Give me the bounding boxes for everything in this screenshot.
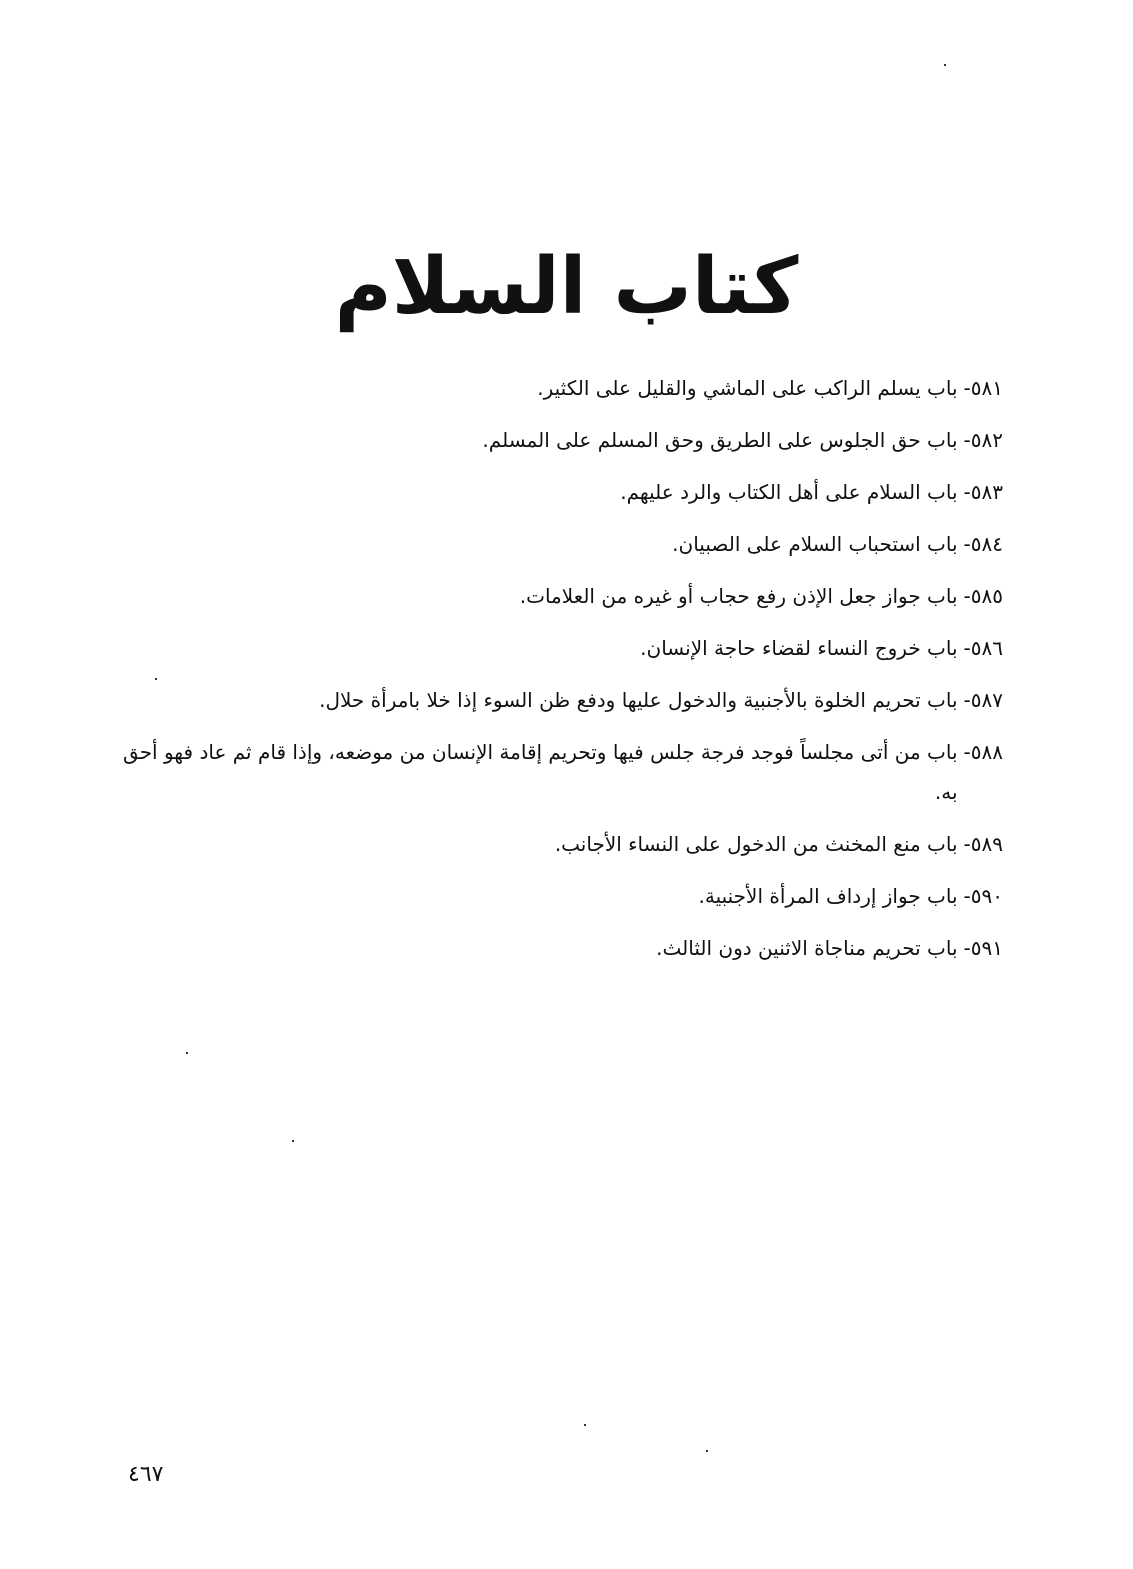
item-number: ٥٨٦- [963, 636, 1003, 660]
item-number: ٥٨٩- [963, 832, 1003, 856]
item-text: باب حق الجلوس على الطريق وحق المسلم على المسلم. [482, 428, 958, 452]
item-number: ٥٨٥- [963, 584, 1003, 608]
item-text: باب جواز جعل الإذن رفع حجاب أو غيره من العلامات. [519, 584, 958, 608]
scan-speck [944, 64, 946, 66]
list-item [123, 628, 1003, 668]
list-item [123, 472, 1003, 512]
item-number: ٥٨٨- [963, 740, 1003, 764]
item-text: باب تحريم مناجاة الاثنين دون الثالث. [656, 936, 958, 960]
item-text: باب استحباب السلام على الصبيان. [672, 532, 958, 556]
item-number: ٥٨٢- [963, 428, 1003, 452]
item-number: ٥٨٣- [963, 480, 1003, 504]
item-number: ٥٨٧- [963, 688, 1003, 712]
list-item [123, 928, 1003, 968]
item-text: باب السلام على أهل الكتاب والرد عليهم. [620, 480, 958, 504]
chapter-title: كتاب السلام [334, 242, 799, 332]
list-item [123, 420, 1003, 460]
list-item [123, 524, 1003, 564]
item-text: باب من أتى مجلساً فوجد فرجة جلس فيها وتحريم إقامة الإنسان من موضعه، وإذا قام ثم عاد فهو أحق به. [123, 740, 958, 804]
item-text: باب منع المخنث من الدخول على النساء الأجانب. [554, 832, 958, 856]
item-number: ٥٨١- [963, 376, 1003, 400]
list-item [123, 680, 1003, 720]
scan-speck [292, 1140, 294, 1142]
item-text: باب جواز إرداف المرأة الأجنبية. [698, 884, 958, 908]
scan-speck [186, 1052, 188, 1054]
list-item [123, 576, 1003, 616]
item-number: ٥٨٤- [963, 532, 1003, 556]
list-item [123, 368, 1003, 408]
page-number: ٤٦٧ [128, 1462, 164, 1487]
scan-speck [584, 1424, 586, 1426]
item-text: باب خروج النساء لقضاء حاجة الإنسان. [640, 636, 958, 660]
item-text: باب تحريم الخلوة بالأجنبية والدخول عليها ودفع ظن السوء إذا خلا بامرأة حلال. [319, 688, 958, 712]
list-item [123, 876, 1003, 916]
item-text: باب يسلم الراكب على الماشي والقليل على الكثير. [537, 376, 958, 400]
item-number: ٥٩٠- [963, 884, 1003, 908]
chapter-list [123, 368, 1003, 980]
item-number: ٥٩١- [963, 936, 1003, 960]
list-item [123, 824, 1003, 864]
scan-speck [155, 678, 157, 680]
scan-speck [706, 1450, 708, 1452]
list-item [123, 732, 1003, 812]
